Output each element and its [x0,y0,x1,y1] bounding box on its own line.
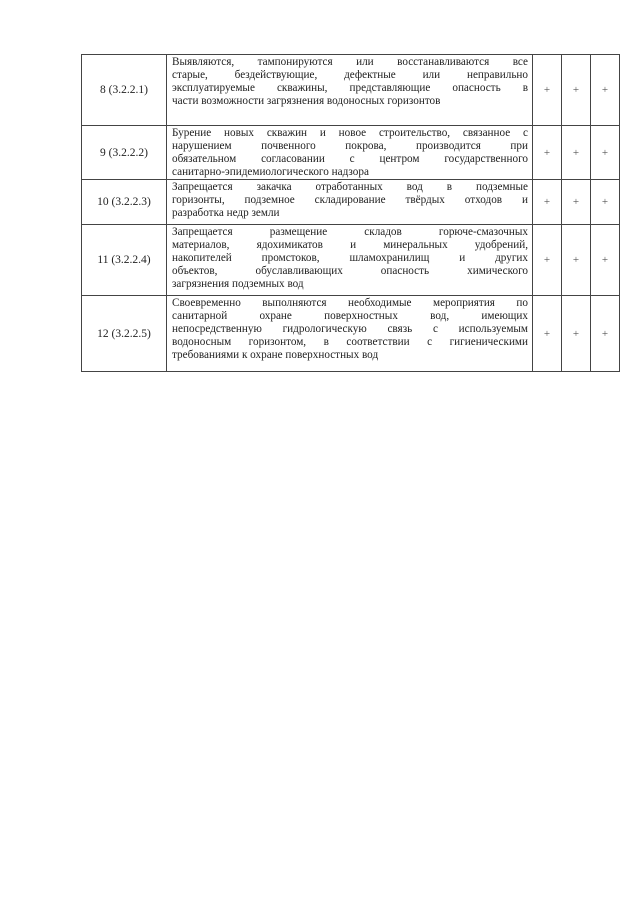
table-row [82,180,620,225]
requirement-text-line: санитарно-эпидемиологического надзора [172,166,369,178]
requirement-text-line: разработка недр земли [172,207,280,219]
requirements-table [81,54,620,372]
requirement-text-line: водоносным горизонтом, в соответствии с гигиеническими [172,336,528,348]
requirement-text-cell [167,126,533,180]
compliance-mark-cell: + [562,296,591,372]
compliance-mark-cell: + [533,225,562,296]
row-number-cell: 8 (3.2.2.1) [82,55,167,126]
requirement-text-line: санитарной охране поверхностных вод, имеющих [172,310,528,322]
requirement-text-line: нарушением почвенного покрова, производится при [172,140,528,152]
compliance-mark-cell: + [591,55,620,126]
compliance-mark-cell: + [533,180,562,225]
requirement-text-line: старые, бездействующие, дефектные или неправильно [172,69,528,81]
requirement-text-line: загрязнения подземных вод [172,278,304,290]
requirement-text-cell [167,225,533,296]
row-number-cell: 11 (3.2.2.4) [82,225,167,296]
compliance-mark-cell: + [591,126,620,180]
requirement-text-line: Бурение новых скважин и новое строительство, связанное с [172,127,528,139]
compliance-mark-cell: + [591,296,620,372]
requirement-text-line: Запрещается закачка отработанных вод в подземные [172,181,528,193]
requirement-text-line: части возможности загрязнения водоносных горизонтов [172,95,441,107]
requirement-text-line: Своевременно выполняются необходимые мероприятия по [172,297,528,309]
requirement-text-line: Выявляются, тампонируются или восстанавливаются все [172,56,528,68]
requirement-text-cell [167,180,533,225]
requirement-text-line: эксплуатируемые скважины, представляющие опасность в [172,82,528,94]
requirement-text-line: требованиями к охране поверхностных вод [172,349,379,361]
compliance-mark-cell: + [562,180,591,225]
requirement-text-line: горизонты, подземное складирование твёрдых отходов и [172,194,528,206]
compliance-mark-cell: + [591,180,620,225]
row-number-cell: 9 (3.2.2.2) [82,126,167,180]
table-row [82,55,620,126]
requirement-text-line: обязательном согласовании с центром государственного [172,153,528,165]
table-row [82,296,620,372]
requirement-text-cell [167,296,533,372]
requirement-text-cell [167,55,533,126]
row-number-cell: 10 (3.2.2.3) [82,180,167,225]
requirements-table-body [82,55,620,372]
row-number-cell: 12 (3.2.2.5) [82,296,167,372]
compliance-mark-cell: + [533,55,562,126]
requirement-text-line: Запрещается размещение складов горюче-смазочных [172,226,528,238]
table-row [82,126,620,180]
compliance-mark-cell: + [562,55,591,126]
compliance-mark-cell: + [533,126,562,180]
requirement-text-line: непосредственную гидрологическую связь с используемым [172,323,528,335]
requirement-text-line: материалов, ядохимикатов и минеральных удобрений, [172,239,528,251]
compliance-mark-cell: + [562,225,591,296]
compliance-mark-cell: + [562,126,591,180]
table-row [82,225,620,296]
requirement-text-line: накопителей промстоков, шламохранилищ и других [172,252,528,264]
compliance-mark-cell: + [533,296,562,372]
requirement-text-line: объектов, обуславливающих опасность химического [172,265,528,277]
compliance-mark-cell: + [591,225,620,296]
